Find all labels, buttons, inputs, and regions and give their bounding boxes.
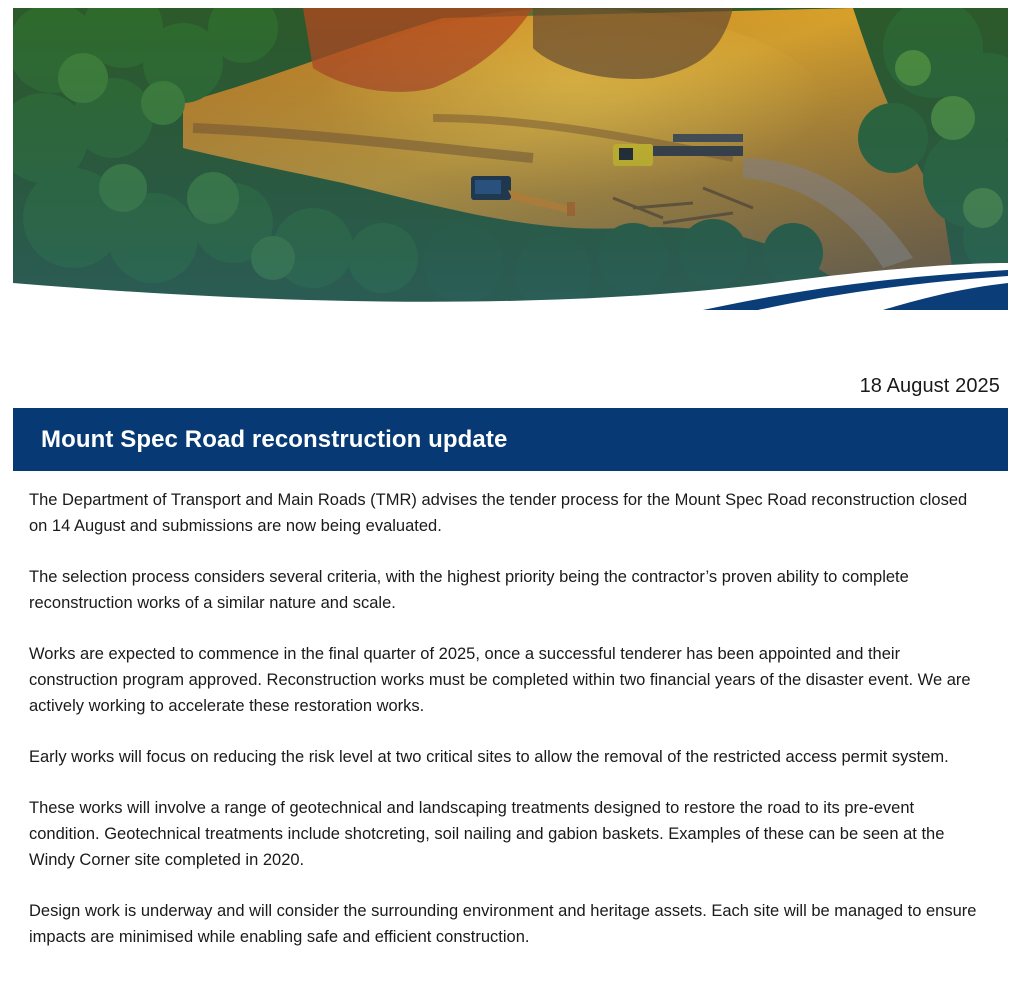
hero-banner-image (13, 8, 1008, 310)
paragraph-early-works: Early works will focus on reducing the risk level at two critical sites to allow the removal of the restricted access permit system. (29, 748, 949, 766)
paragraph-tender-process: The Department of Transport and Main Roads (TMR) advises the tender process for the Mount Spec Road reconstruction closed on 14 August and submissions are now being evaluated. (29, 491, 968, 535)
paragraph-selection-criteria: The selection process considers several criteria, with the highest priority being the contractor’s proven ability to complete reconstruction works of a similar nature and scale. (29, 568, 909, 612)
page-title: Mount Spec Road reconstruction update (41, 425, 508, 453)
paragraph-geotechnical-treatments: These works will involve a range of geotechnical and landscaping treatments designed to restore the road to its pre-event condition. Geotechnical treatments include shotcreting, soil nailing and gabion baskets. Examples of these can be seen at the Windy Corner site completed in 2020. (29, 799, 945, 869)
paragraph-design-work: Design work is underway and will consider the surrounding environment and heritage assets. Each site will be managed to ensure impacts are minimised while enabling safe and efficient construction. (29, 902, 977, 946)
aerial-roadworks-photo (13, 8, 1008, 310)
article-body (29, 487, 989, 975)
paragraph-works-timeline: Works are expected to commence in the final quarter of 2025, once a successful tenderer has been appointed and their construction program approved. Reconstruction works must be completed within two financial years of the disaster event. We are actively working to accelerate these restoration works. (29, 645, 971, 715)
newsletter-date: 18 August 2025 (859, 375, 1000, 397)
title-banner (13, 408, 1008, 471)
